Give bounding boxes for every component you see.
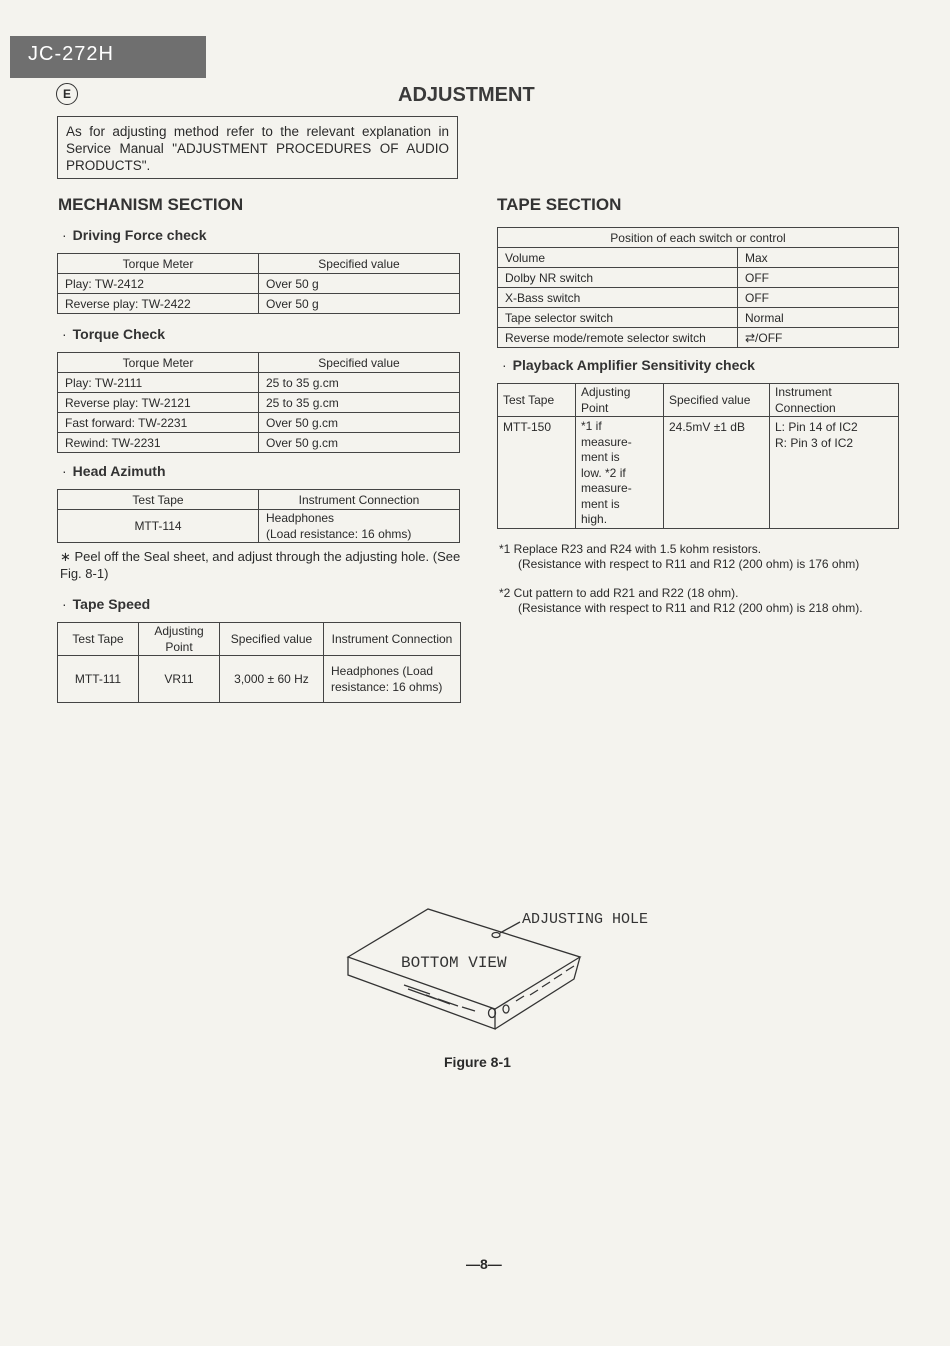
table-cell: Over 50 g (259, 294, 460, 314)
table-cell: Max (738, 248, 899, 268)
table-header: Adjusting Point (576, 384, 664, 417)
model-number-tab: JC-272H (10, 36, 206, 78)
table-cell: Over 50 g.cm (259, 433, 460, 453)
table-cell: L: Pin 14 of IC2 R: Pin 3 of IC2 (770, 417, 899, 529)
driving-force-title: · Driving Force check (62, 227, 207, 243)
table-cell: Dolby NR switch (498, 268, 738, 288)
table-cell: Play: TW-2412 (58, 274, 259, 294)
table-cell: *1 if measure-ment is low. *2 if measure-ment is high. (576, 417, 664, 529)
table-header: Position of each switch or control (498, 228, 899, 248)
head-azimuth-title: · Head Azimuth (62, 463, 166, 479)
playback-sensitivity-title: · Playback Amplifier Sensitivity check (502, 357, 755, 373)
table-header: Test Tape (58, 490, 259, 510)
table-cell: Normal (738, 308, 899, 328)
head-azimuth-table (57, 489, 460, 543)
peel-seal-note: ∗ Peel off the Seal sheet, and adjust through the adjusting hole. (See Fig. 8-1) (60, 549, 461, 581)
table-header: Torque Meter (58, 254, 259, 274)
page-number: —8— (466, 1256, 502, 1272)
footnote-1: *1 Replace R23 and R24 with 1.5 kohm resistors. (Resistance with respect to R11 and R12 (200 ohm) is 176 ohm) (499, 542, 860, 571)
mechanism-section-title: MECHANISM SECTION (58, 195, 244, 214)
table-header: Adjusting Point (139, 623, 220, 656)
table-header: Specified value (220, 623, 324, 656)
table-cell: OFF (738, 268, 899, 288)
table-cell: Fast forward: TW-2231 (58, 413, 259, 433)
table-cell: 3,000 ± 60 Hz (220, 656, 324, 703)
switch-position-table (497, 227, 899, 348)
table-cell: 24.5mV ±1 dB (664, 417, 770, 529)
table-header: Test Tape (498, 384, 576, 417)
table-header: Specified value (664, 384, 770, 417)
table-cell: MTT-114 (58, 510, 259, 543)
table-header: Instrument Connection (324, 623, 461, 656)
table-cell: Headphones (Load resistance: 16 ohms) (324, 656, 461, 703)
torque-check-table (57, 352, 460, 453)
table-header: Test Tape (58, 623, 139, 656)
table-cell: Reverse mode/remote selector switch (498, 328, 738, 348)
footnote-2: *2 Cut pattern to add R21 and R22 (18 ohm). (Resistance with respect to R11 and R12 (200 ohm) is 218 ohm). (499, 586, 863, 615)
table-cell: Tape selector switch (498, 308, 738, 328)
table-cell: MTT-150 (498, 417, 576, 529)
page-title: ADJUSTMENT (398, 84, 535, 106)
tape-speed-table (57, 622, 461, 703)
table-cell: Play: TW-2111 (58, 373, 259, 393)
table-cell: X-Bass switch (498, 288, 738, 308)
figure-caption: Figure 8-1 (444, 1054, 511, 1070)
table-cell: Rewind: TW-2231 (58, 433, 259, 453)
table-cell: 25 to 35 g.cm (259, 393, 460, 413)
tape-section-title: TAPE SECTION (497, 195, 622, 214)
table-cell: Over 50 g (259, 274, 460, 294)
table-header: Instrument Connection (259, 490, 460, 510)
table-header: Specified value (259, 353, 460, 373)
adjusting-hole-label: ADJUSTING HOLE (522, 911, 649, 928)
table-cell: Reverse play: TW-2121 (58, 393, 259, 413)
driving-force-table (57, 253, 460, 314)
torque-check-title: · Torque Check (62, 326, 165, 342)
table-cell: Headphones (Load resistance: 16 ohms) (259, 510, 460, 543)
table-cell: Over 50 g.cm (259, 413, 460, 433)
tape-speed-title: · Tape Speed (62, 596, 151, 612)
bottom-view-figure (330, 895, 650, 1045)
table-cell: ⇄/OFF (738, 328, 899, 348)
table-header: Specified value (259, 254, 460, 274)
table-cell: VR11 (139, 656, 220, 703)
table-cell: Reverse play: TW-2422 (58, 294, 259, 314)
bottom-view-label: BOTTOM VIEW (401, 954, 507, 972)
table-cell: MTT-111 (58, 656, 139, 703)
intro-note: As for adjusting method refer to the relevant explanation in Service Manual "ADJUSTMENT PROCEDURES OF AUDIO PRODUCTS". (57, 116, 458, 179)
table-cell: 25 to 35 g.cm (259, 373, 460, 393)
language-mark: E (56, 83, 78, 105)
table-header: Torque Meter (58, 353, 259, 373)
table-cell: Volume (498, 248, 738, 268)
table-cell: OFF (738, 288, 899, 308)
table-header: Instrument Connection (770, 384, 899, 417)
playback-sensitivity-table (497, 383, 899, 529)
